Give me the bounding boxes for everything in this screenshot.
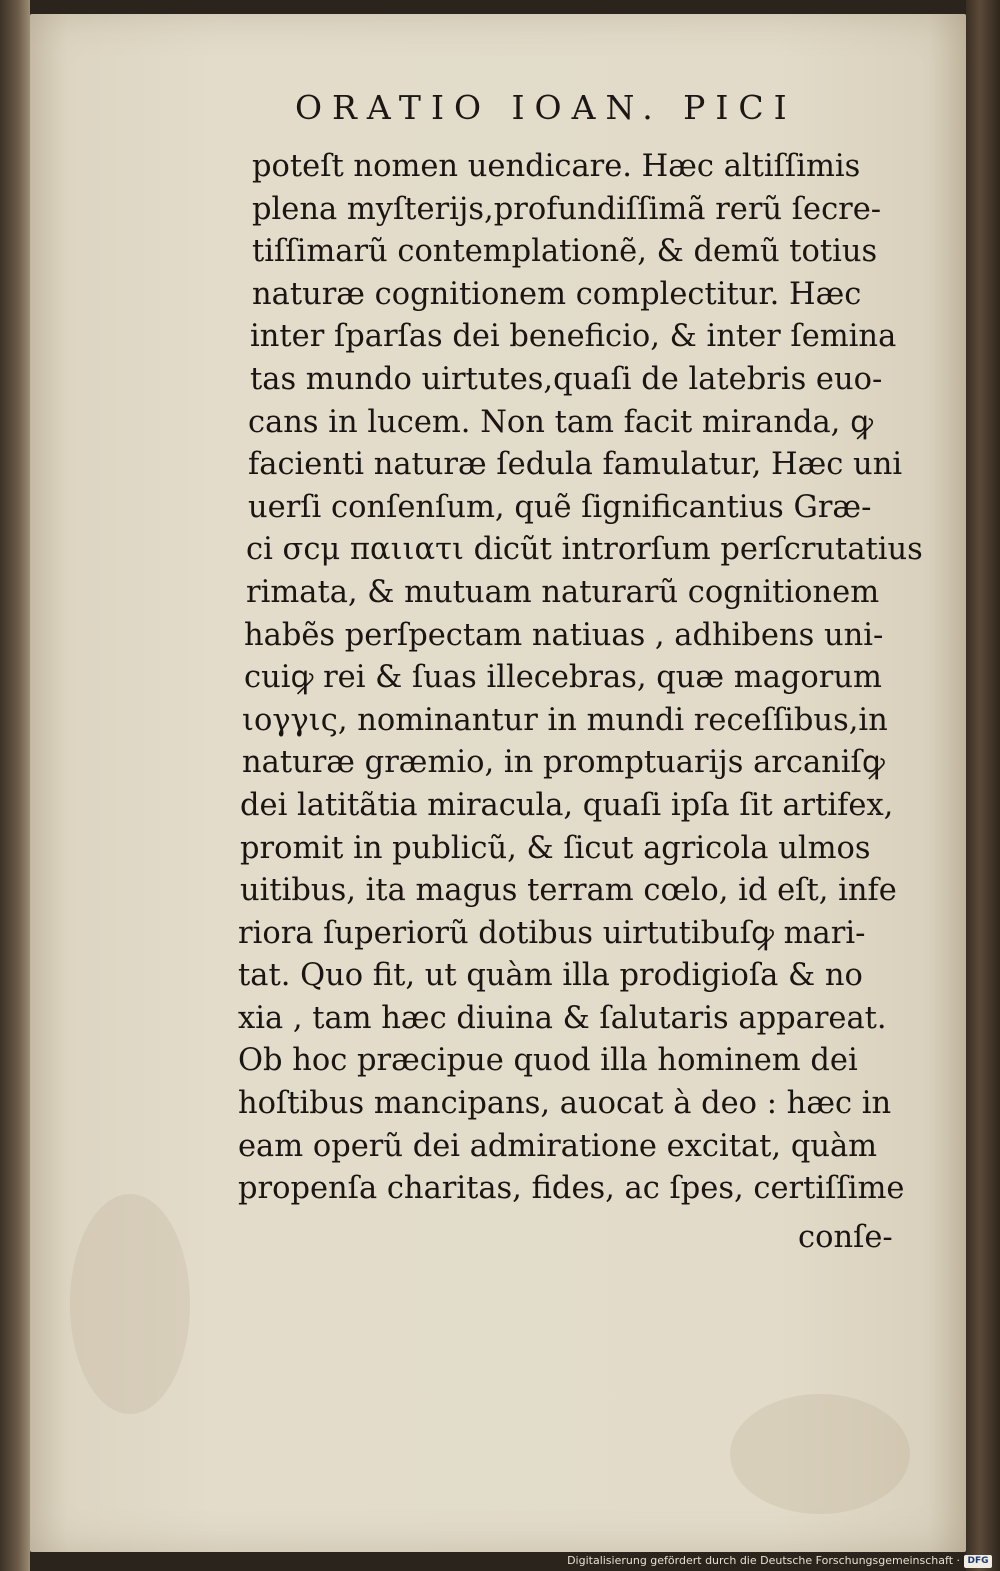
text-line: tas mundo uirtutes,quaſi de latebris euo‐ (250, 361, 883, 397)
text-line: plena myſterijs,profundiſſimã rerũ ſecre‐ (252, 191, 882, 227)
text-line: tiſſimarũ contemplationẽ, & demũ totius (252, 234, 878, 270)
text-line: rimata, & mutuam naturarũ cognitionem (246, 574, 880, 610)
text-line: cuiꝙ rei & ſuas illecebras, quæ magorum (244, 660, 882, 696)
text-line: facienti naturæ ſedula famulatur, Hæc uni (248, 447, 903, 483)
digitization-credit: Digitalisierung gefördert durch die Deutsche Forschungsgemeinschaft · (567, 1554, 960, 1567)
text-line: poteſt nomen uendicare. Hæc altiſſimis (252, 149, 861, 184)
text-line: naturæ græmio, in promptuarijs arcaniſꝙ (242, 745, 885, 781)
text-line: naturæ cognitionem complectitur. Hæc (252, 276, 862, 312)
text-line: cans in lucem. Non tam facit miranda, ꝙ (248, 404, 873, 440)
text-line: inter ſparſas dei beneficio, & inter ſemina (250, 319, 897, 355)
body-text (238, 146, 928, 1211)
book-page-edge (966, 0, 1000, 1571)
text-line: ιογγις, nominantur in mundi receſſibus,in (242, 702, 888, 738)
text-line: promit in publicũ, & ſicut agricola ulmos (240, 830, 871, 866)
text-line: propenſa charitas, fides, ac ſpes, certiſſime (238, 1171, 905, 1207)
text-line: hoſtibus mancipans, auocat à deo : hæc in (238, 1086, 892, 1122)
text-line: xia , tam hæc diuina & ſalutaris appareat. (238, 1000, 887, 1036)
text-line: uitibus, ita magus terram cœlo, id eſt, infe (240, 873, 897, 909)
text-line: tat. Quo fit, ut quàm illa prodigioſa & no (238, 958, 863, 994)
text-line: ci σcμ παιιατι dicũt introrſum perſcrutatius (246, 532, 923, 568)
paper-stain (70, 1194, 190, 1414)
text-line: eam operũ dei admiratione excitat, quàm (238, 1128, 878, 1164)
text-line: dei latitãtia miracula, quaſi ipſa ſit artifex, (240, 787, 894, 823)
text-line: Ob hoc præcipue quod illa hominem dei (238, 1043, 858, 1079)
running-head: ORATIO IOAN. PICI (295, 88, 797, 127)
catchword: conſe‐ (798, 1220, 893, 1255)
book-binding-edge (0, 0, 30, 1571)
text-line: uerſi conſenſum, quẽ ſignificantius Græ‐ (248, 489, 872, 525)
text-line: riora ſuperiorũ dotibus uirtutibuſꝙ mari‐ (238, 915, 866, 951)
dfg-logo: DFG (964, 1555, 992, 1568)
text-line: habẽs perſpectam natiuas , adhibens uni‐ (244, 617, 884, 653)
paper-stain (730, 1394, 910, 1514)
